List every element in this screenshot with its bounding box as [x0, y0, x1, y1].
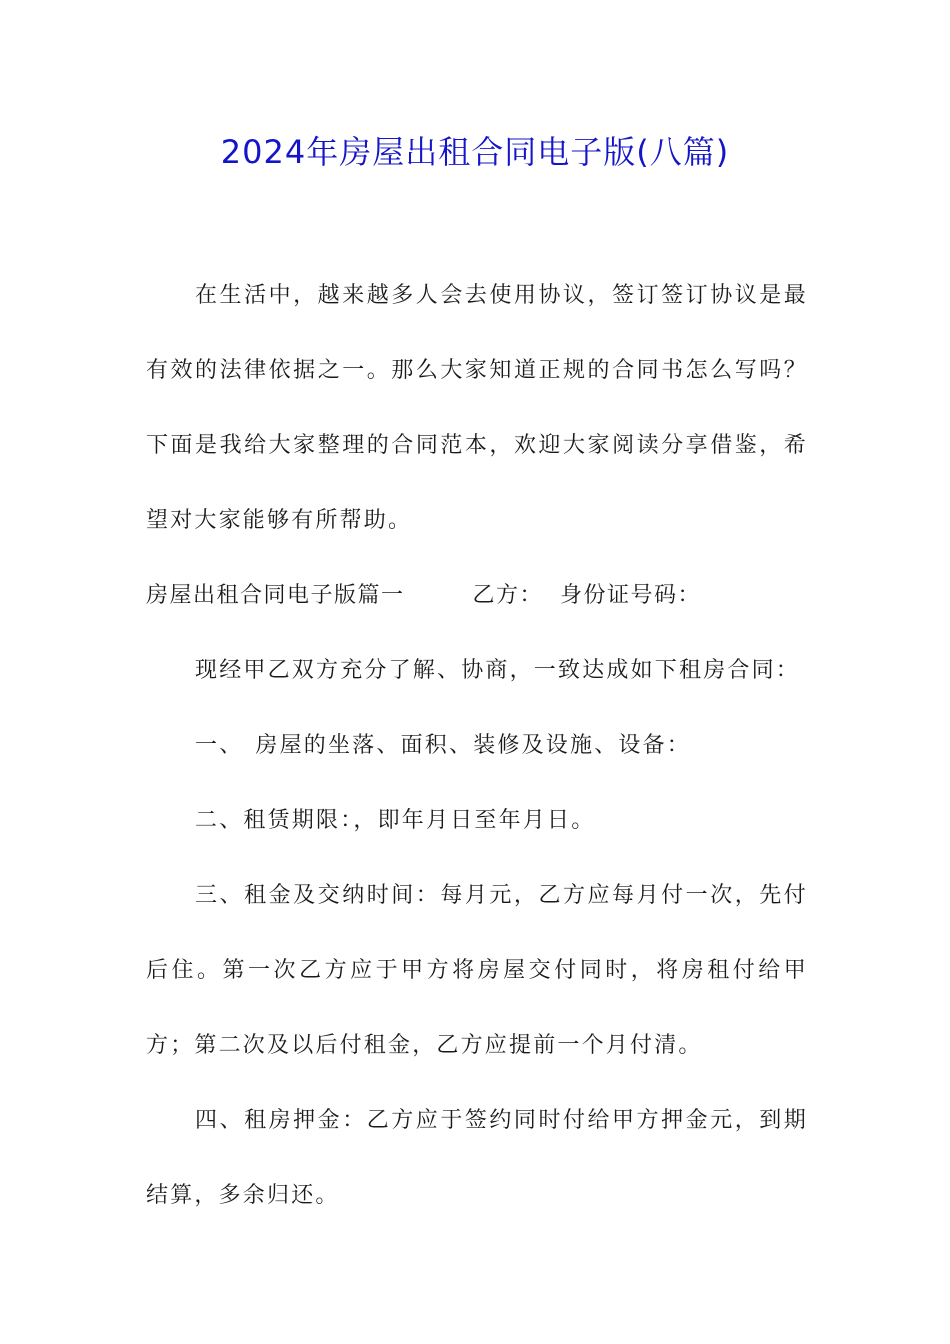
id-number-label: 身份证号码：	[559, 583, 701, 608]
party-b-label: 乙方：	[472, 583, 543, 608]
clause-3: 三、租金及交纳时间：每月元，乙方应每月付一次，先付后住。第一次乙方应于甲方将房屋交付同时，将房租付给甲方；第二次及以后付租金，乙方应提前一个月付清。	[146, 883, 808, 1058]
document-body	[146, 258, 808, 1233]
section-heading-line	[146, 558, 808, 633]
intro-paragraph: 在生活中，越来越多人会去使用协议，签订签订协议是最有效的法律依据之一。那么大家知道正规的合同书怎么写吗？下面是我给大家整理的合同范本，欢迎大家阅读分享借鉴，希望对大家能够有所帮助。	[146, 283, 808, 533]
clause-4: 四、租房押金：乙方应于签约同时付给甲方押金元，到期结算，多余归还。	[146, 1108, 808, 1208]
clause-2: 二、租赁期限：，即年月日至年月日。	[195, 808, 596, 833]
document-title: 2024年房屋出租合同电子版(八篇)	[220, 133, 730, 171]
clause-1-text: 房屋的坐落、面积、装修及设施、设备：	[255, 733, 692, 758]
agreement-paragraph: 现经甲乙双方充分了解、协商，一致达成如下租房合同：	[195, 658, 801, 683]
clause-1	[146, 708, 808, 783]
section-heading: 房屋出租合同电子版篇一	[146, 583, 405, 608]
clause-1-number: 一、	[195, 733, 244, 758]
